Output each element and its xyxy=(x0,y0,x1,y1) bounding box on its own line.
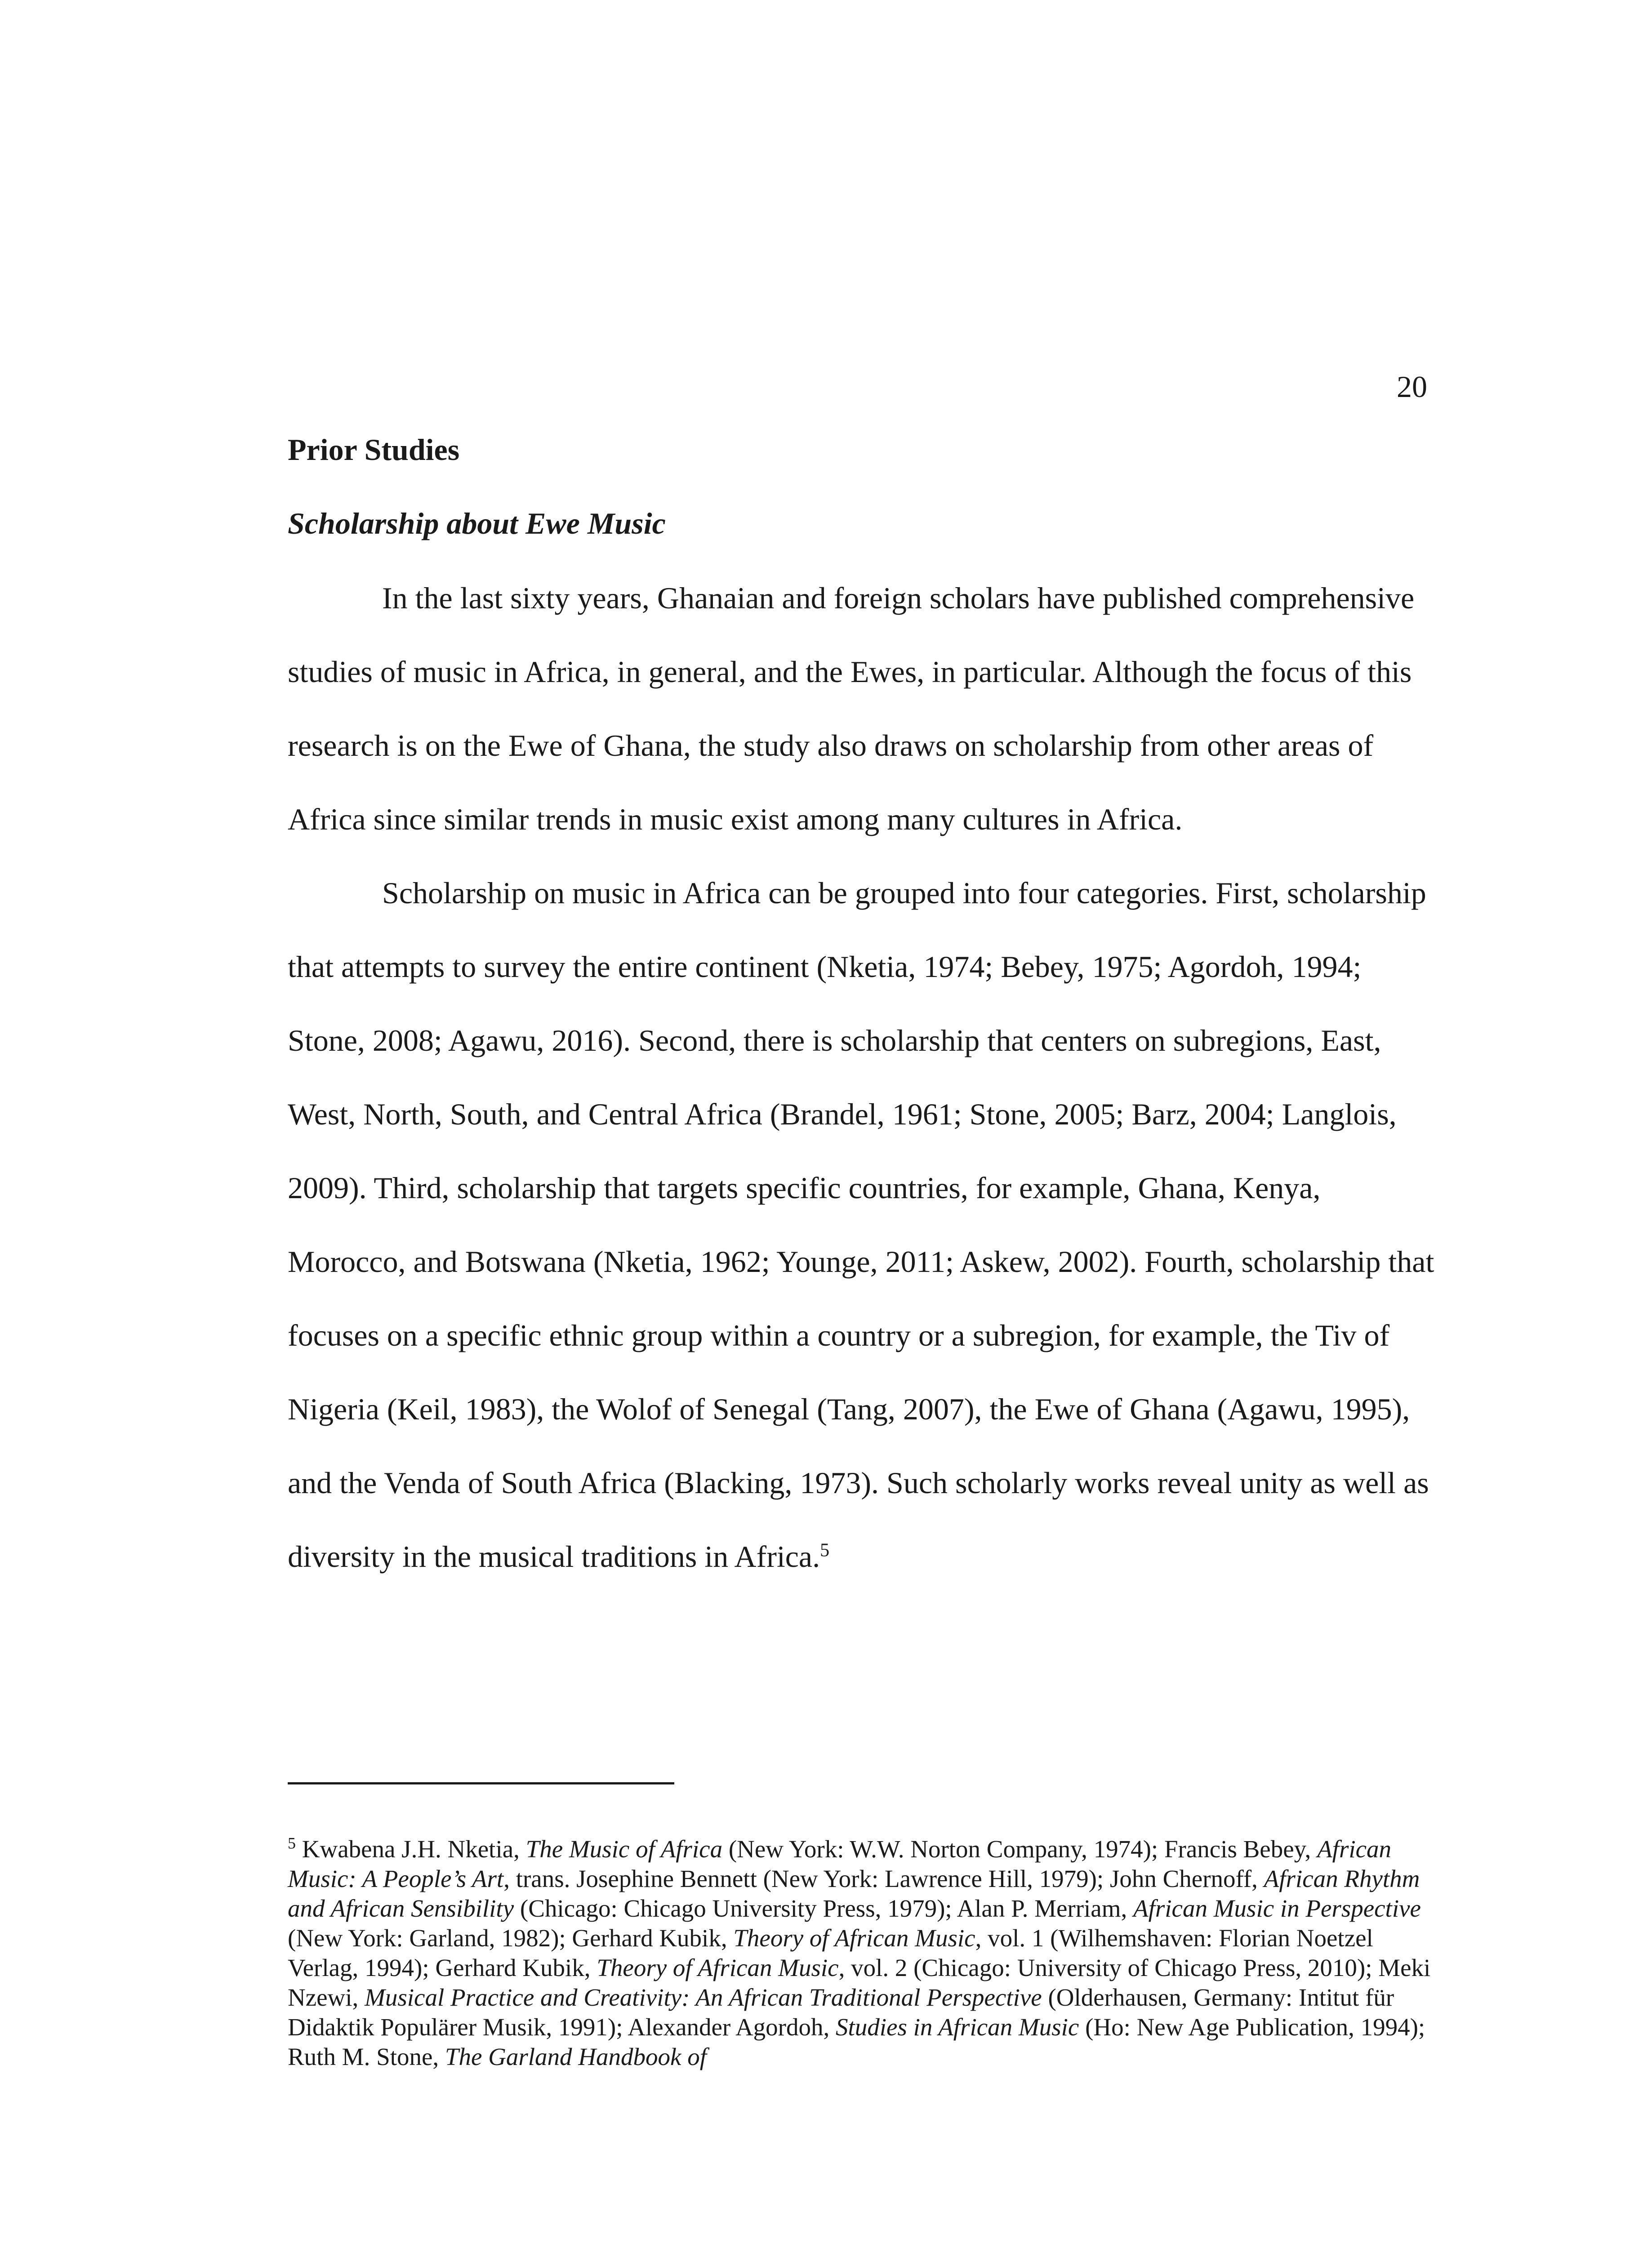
footnote-text: (New York: W.W. Norton Company, 1974); Francis Bebey, xyxy=(722,1835,1318,1863)
footnote-title: African Rhythm and African Sensibility xyxy=(288,1865,1420,1922)
footnote-title: African Music: A People’s Art xyxy=(288,1835,1392,1892)
footnote-text: , vol. 2 (Chicago: University of Chicago Press, 2010); Meki Nzewi, xyxy=(288,1954,1431,2011)
footnote-title: Studies in African Music xyxy=(836,2013,1079,2041)
footnote-text: , trans. Josephine Bennett (New York: Lawrence Hill, 1979); John Chernoff, xyxy=(503,1865,1264,1892)
section-heading: Prior Studies xyxy=(288,433,460,467)
footnote-text: (Chicago: Chicago University Press, 1979); Alan P. Merriam, xyxy=(514,1895,1133,1922)
footnote xyxy=(288,1834,1438,2072)
paragraph-2 xyxy=(288,856,1438,1593)
footnote-title: Musical Practice and Creativity: An African Traditional Perspective xyxy=(365,1984,1042,2011)
footnote-title: The Music of Africa xyxy=(525,1835,723,1863)
footnote-title: Theory of African Music xyxy=(733,1924,975,1952)
footnote-text: (Ho: New Age Publication, 1994); Ruth M. Stone, xyxy=(288,2013,1425,2070)
footnote-text: , vol. 1 (Wilhemshaven: Florian Noetzel Verlag, 1994); Gerhard Kubik, xyxy=(288,1924,1373,1981)
footnote-title: African Music in Perspective xyxy=(1133,1895,1421,1922)
paragraph-1-text: In the last sixty years, Ghanaian and foreign scholars have published comprehensive studies of music in Africa, in general, and the Ewes, in particular. Although the focus of this research is on the Ewe of Ghana, the study also draws on scholarship from other areas of Africa since similar trends in music exist among many cultures in Africa. xyxy=(288,581,1415,836)
main-content xyxy=(288,432,1438,1593)
subsection-heading: Scholarship about Ewe Music xyxy=(288,506,666,540)
footnote-separator xyxy=(288,1782,674,1784)
footnote-text: Kwabena J.H. Nketia, xyxy=(296,1835,526,1863)
footnote-title: Theory of African Music xyxy=(597,1954,839,1981)
footnote-text: (Olderhausen, Germany: Intitut für Didaktik Populärer Musik, 1991); Alexander Agordoh, xyxy=(288,1984,1394,2041)
page-number: 20 xyxy=(1397,370,1427,404)
paragraph-2-text: Scholarship on music in Africa can be grouped into four categories. First, scholarship that attempts to survey the entire continent (Nketia, 1974; Bebey, 1975; Agordoh, 1994; Stone, 2008; Agawu, 2016). Second, there is scholarship that centers on subregions, East, West, North, South, and Central Africa (Brandel, 1961; Stone, 2005; Barz, 2004; Langlois, 2009). Third, scholarship that targets specific countries, for example, Ghana, Kenya, Morocco, and Botswana (Nketia, 1962; Younge, 2011; Askew, 2002). Fourth, scholarship that focuses on a specific ethnic group within a country or a subregion, for example, the Tiv of Nigeria (Keil, 1983), the Wolof of Senegal (Tang, 2007), the Ewe of Ghana (Agawu, 1995), and the Venda of South Africa (Blacking, 1973). Such scholarly works reveal unity as well as diversity in the musical traditions in Africa. xyxy=(288,876,1434,1574)
footnote-reference[interactable]: 5 xyxy=(820,1540,830,1561)
footnote-mark: 5 xyxy=(288,1834,296,1852)
paragraph-1 xyxy=(288,561,1438,856)
footnote-text: (New York: Garland, 1982); Gerhard Kubik, xyxy=(288,1924,734,1952)
footnote-title: The Garland Handbook of xyxy=(445,2043,707,2070)
